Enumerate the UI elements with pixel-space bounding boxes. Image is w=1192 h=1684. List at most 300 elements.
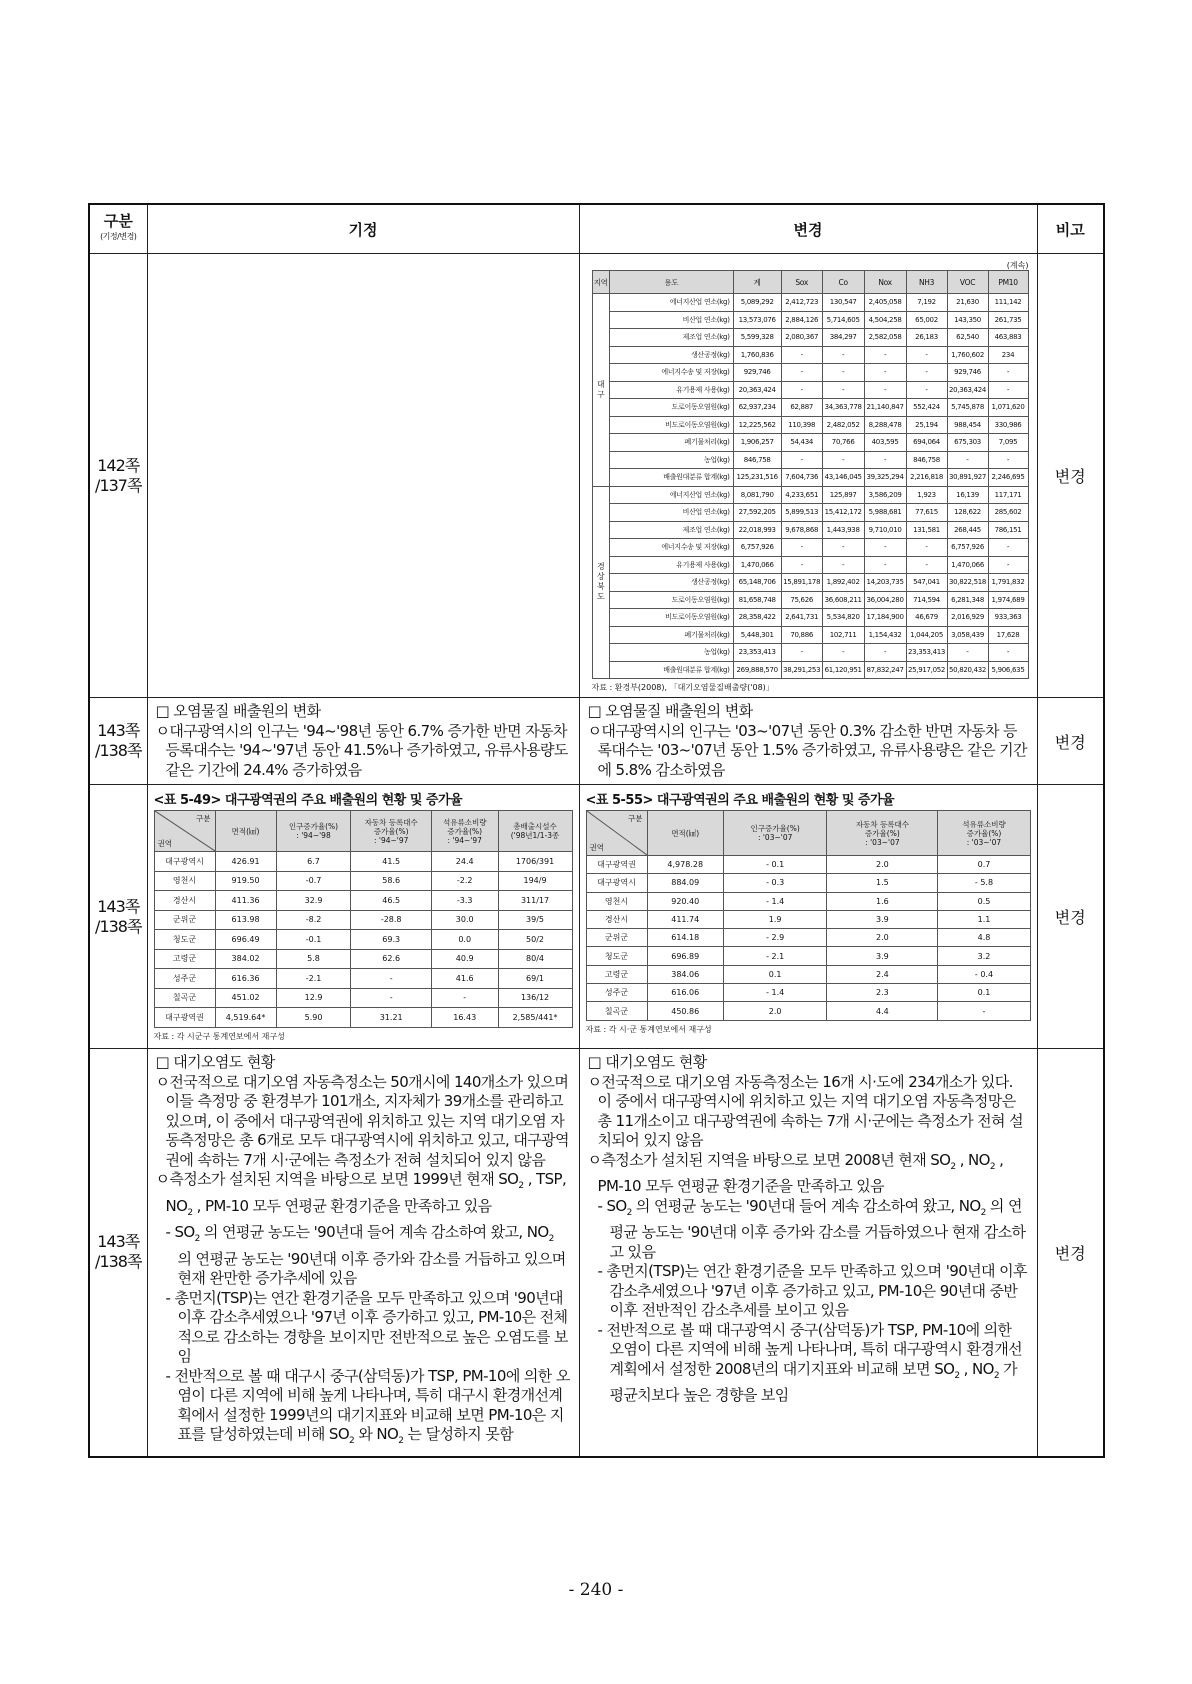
value-cell: 450.86 — [647, 1002, 723, 1020]
paragraph: - 전반적으로 볼 때 대구시 중구(삼덕동)가 TSP, PM-10에 의한 오염이 다른 지역에 비해 높게 나타나며, 특히 대구시 환경개선계획에서 설정한 1999년의 대기지표와 비교해 보면 PM-10은 지표를 달성하였는데 비해 $SO_2$ 와 $NO_2$ 는 달성하지 못함 — [165, 1366, 570, 1446]
value-cell: 988,454 — [947, 416, 988, 434]
value-cell: 15,412,172 — [822, 504, 864, 522]
table-row — [592, 521, 1028, 539]
value-cell: 2.0 — [827, 856, 938, 874]
column-header: 계 — [733, 271, 781, 294]
value-cell: 2,016,929 — [947, 609, 988, 627]
corner-header — [586, 811, 647, 856]
region-name: 영천시 — [586, 892, 647, 910]
value-cell: 69/1 — [498, 969, 572, 989]
use-cell: 비도로이동오염원(kg) — [609, 416, 733, 434]
value-cell: 27,592,205 — [733, 504, 781, 522]
value-cell: 2,080,367 — [781, 329, 822, 347]
page-ref-text: 143쪽 /138쪽 — [95, 721, 142, 760]
value-cell: 2,412,723 — [781, 294, 822, 312]
value-cell: 3,058,439 — [947, 626, 988, 644]
value-cell: 2,585/441* — [498, 1008, 572, 1028]
corner-top: 구분 — [196, 814, 211, 823]
use-cell: 유기용제 사용(kg) — [609, 381, 733, 399]
value-cell: 426.91 — [215, 852, 276, 872]
value-cell: - — [906, 346, 947, 364]
value-cell: 0.0 — [431, 930, 498, 950]
table-row — [592, 609, 1028, 627]
value-cell: 5,599,328 — [733, 329, 781, 347]
table-row — [592, 346, 1028, 364]
value-cell: 102,711 — [822, 626, 864, 644]
value-cell: 5,534,820 — [822, 609, 864, 627]
value-cell: 17,184,900 — [864, 609, 906, 627]
table-row — [586, 910, 1030, 928]
corner-bottom: 권역 — [589, 843, 604, 852]
value-cell: - — [822, 381, 864, 399]
value-cell: 6.7 — [276, 852, 351, 872]
region-name: 청도군 — [586, 947, 647, 965]
value-cell: 1,443,938 — [822, 521, 864, 539]
table-row — [586, 947, 1030, 965]
after-text — [579, 698, 1037, 785]
value-cell: 714,594 — [906, 591, 947, 609]
column-header: Co — [822, 271, 864, 294]
use-cell: 배출원대분류 합계(kg) — [609, 661, 733, 679]
value-cell: - — [822, 556, 864, 574]
value-cell: 696.49 — [215, 930, 276, 950]
value-cell: - — [906, 539, 947, 557]
value-cell: 4,519.64* — [215, 1008, 276, 1028]
value-cell: 884.09 — [647, 874, 723, 892]
table-row — [592, 329, 1028, 347]
use-cell: 농업(kg) — [609, 451, 733, 469]
value-cell: 2,641,731 — [781, 609, 822, 627]
paragraph: ㅇ측정소가 설치된 지역을 바탕으로 보면 2008년 현재 $SO_2$ , $NO_2$ , PM-10 모두 연평균 환경기준을 만족하고 있음 — [587, 1150, 1004, 1195]
value-cell: 30,891,927 — [947, 469, 988, 487]
paragraph: □ 오염물질 배출원의 변화 — [587, 702, 753, 720]
paragraph: - 총먼지(TSP)는 연간 환경기준을 모두 만족하고 있으며 '90년대 이후 감소추세였으나 '97년 이후 증가하고 있고, PM-10은 전체적으로 감소하는 경향을 보이지만 전반적으로 높은 오염도를 보임 — [165, 1288, 568, 1365]
row-air-quality — [89, 1049, 1104, 1457]
value-cell: 5,988,681 — [864, 504, 906, 522]
region-name: 대구광역권 — [154, 1008, 215, 1028]
value-cell: -0.7 — [276, 871, 351, 891]
before-growth-cell — [147, 785, 579, 1049]
column-header: 자동차 등록대수 증가율(%) : '03~'07 — [827, 811, 938, 856]
value-cell: 36,004,280 — [864, 591, 906, 609]
table-title: <표 5-55> 대구광역권의 주요 배출원의 현황 및 증가율 — [585, 793, 895, 808]
value-cell: 694,064 — [906, 434, 947, 452]
region-name: 고령군 — [586, 965, 647, 983]
use-cell: 제조업 연소(kg) — [609, 329, 733, 347]
value-cell: 696.89 — [647, 947, 723, 965]
value-cell: 23,353,413 — [906, 644, 947, 662]
value-cell: 2,884,126 — [781, 311, 822, 329]
value-cell: - — [822, 346, 864, 364]
value-cell: 311/17 — [498, 891, 572, 911]
value-cell: 30.0 — [431, 910, 498, 930]
value-cell: 1.6 — [827, 892, 938, 910]
value-cell: - — [781, 539, 822, 557]
value-cell: 110,398 — [781, 416, 822, 434]
value-cell: 23,353,413 — [733, 644, 781, 662]
value-cell: - 0.1 — [723, 856, 826, 874]
value-cell: 34,363,778 — [822, 399, 864, 417]
table-row — [586, 929, 1030, 947]
table-row — [592, 626, 1028, 644]
value-cell: - — [864, 381, 906, 399]
value-cell: - — [988, 539, 1028, 557]
growth-table-after — [586, 810, 1031, 1021]
region-name: 대구광역권 — [586, 856, 647, 874]
region-name: 경산시 — [154, 891, 215, 911]
column-header: 면적(㎢) — [647, 811, 723, 856]
table-row — [586, 965, 1030, 983]
page-ref — [89, 254, 147, 698]
header-gubun: 구분 (기정/변경) — [89, 204, 147, 254]
value-cell: 1706/391 — [498, 852, 572, 872]
value-cell: 846,758 — [733, 451, 781, 469]
column-header: 석유류소비량 증가율(%) : '03~'07 — [938, 811, 1030, 856]
use-cell: 배출원대분류 합계(kg) — [609, 469, 733, 487]
growth-table-before — [154, 810, 573, 1028]
column-header: 인구증가율(%) : '03~'07 — [723, 811, 826, 856]
value-cell: 3.9 — [827, 947, 938, 965]
value-cell: 261,735 — [988, 311, 1028, 329]
value-cell: 1,470,066 — [733, 556, 781, 574]
region-cell: 대 구 — [592, 294, 609, 487]
value-cell: 46,679 — [906, 609, 947, 627]
value-cell: 0.5 — [938, 892, 1030, 910]
column-header: NH3 — [906, 271, 947, 294]
value-cell: 77,615 — [906, 504, 947, 522]
page-number: - 240 - — [568, 1580, 624, 1600]
value-cell: - — [988, 364, 1028, 382]
value-cell: 20,363,424 — [733, 381, 781, 399]
table-row — [154, 930, 572, 950]
table-row — [586, 1002, 1030, 1020]
value-cell: -28.8 — [351, 910, 431, 930]
value-cell: 1,044,205 — [906, 626, 947, 644]
value-cell: -8.2 — [276, 910, 351, 930]
value-cell: 919.50 — [215, 871, 276, 891]
value-cell: 1,906,257 — [733, 434, 781, 452]
value-cell: - — [906, 364, 947, 382]
region-name: 군위군 — [154, 910, 215, 930]
value-cell: 46.5 — [351, 891, 431, 911]
paragraph: □ 대기오염도 현황 — [587, 1053, 707, 1071]
use-cell: 에너지수송 및 저장(kg) — [609, 539, 733, 557]
value-cell: 285,602 — [988, 504, 1028, 522]
value-cell: 16.43 — [431, 1008, 498, 1028]
value-cell: -2.1 — [276, 969, 351, 989]
use-cell: 에너지수송 및 저장(kg) — [609, 364, 733, 382]
region-name: 고령군 — [154, 949, 215, 969]
use-cell: 폐기물처리(kg) — [609, 626, 733, 644]
region-name: 칠곡군 — [154, 988, 215, 1008]
value-cell: - — [864, 539, 906, 557]
value-cell: 12,225,562 — [733, 416, 781, 434]
value-cell: 62.6 — [351, 949, 431, 969]
value-cell: 846,758 — [906, 451, 947, 469]
paragraph: - 전반적으로 볼 때 대구광역시 중구(삼덕동)가 TSP, PM-10에 의한 오염이 다른 지역에 비해 높게 나타나며, 특히 대구광역시 환경개선계획에서 설정한 2008년의 대기지표와 비교해 보면 $SO_2$ , $NO_2$ 가 평균치보다 높은 경향을 보임 — [597, 1320, 1023, 1404]
value-cell: 41.5 — [351, 852, 431, 872]
value-cell: 403,595 — [864, 434, 906, 452]
region-name: 경산시 — [586, 910, 647, 928]
value-cell: 3.2 — [938, 947, 1030, 965]
corner-header — [154, 811, 215, 852]
note-cell: 변경 — [1037, 1049, 1104, 1457]
value-cell: 38,291,253 — [781, 661, 822, 679]
value-cell: - — [988, 556, 1028, 574]
table-row — [586, 892, 1030, 910]
value-cell: - — [822, 644, 864, 662]
value-cell: 136/12 — [498, 988, 572, 1008]
table-row — [592, 661, 1028, 679]
value-cell: 30,822,518 — [947, 574, 988, 592]
header-row — [154, 811, 572, 852]
value-cell: 0.7 — [938, 856, 1030, 874]
table-row — [592, 364, 1028, 382]
value-cell: 269,888,570 — [733, 661, 781, 679]
table-row — [154, 1008, 572, 1028]
value-cell: 111,142 — [988, 294, 1028, 312]
table-row — [154, 891, 572, 911]
value-cell: - — [988, 381, 1028, 399]
value-cell: 2.4 — [827, 965, 938, 983]
value-cell: - — [822, 539, 864, 557]
table-source: 자료 : 각 시군구 통계연보에서 재구성 — [153, 1031, 285, 1041]
value-cell: 330,986 — [988, 416, 1028, 434]
value-cell: -0.1 — [276, 930, 351, 950]
paragraph: ㅇ전국적으로 대기오염 자동측정소는 50개시에 140개소가 있으며 이들 측정망 중 환경부가 101개소, 지자체가 39개소를 관리하고 있으며, 이 중에서 대구광역권에 위치하고 있는 지역 대기오염 자동측정망은 총 6개로 모두 대구광역시에 위치하고 있고, 대구광역권에 속하는 7개 시·군에는 측정소가 전혀 설치되어 있지 않음 — [155, 1072, 569, 1169]
value-cell: 16,139 — [947, 486, 988, 504]
column-header: PM10 — [988, 271, 1028, 294]
value-cell: -3.3 — [431, 891, 498, 911]
table-row — [154, 969, 572, 989]
value-cell: 1,154,432 — [864, 626, 906, 644]
value-cell: - — [351, 988, 431, 1008]
value-cell: 4,233,651 — [781, 486, 822, 504]
use-cell: 비도로이동오염원(kg) — [609, 609, 733, 627]
region-name: 청도군 — [154, 930, 215, 950]
value-cell: - 2.9 — [723, 929, 826, 947]
value-cell: 15,891,178 — [781, 574, 822, 592]
value-cell: 786,151 — [988, 521, 1028, 539]
value-cell: 7,192 — [906, 294, 947, 312]
region-name: 칠곡군 — [586, 1002, 647, 1020]
value-cell: 1.1 — [938, 910, 1030, 928]
paragraph: ㅇ대구광역시의 인구는 '94~'98년 동안 6.7% 증가한 반면 자동차 등록대수는 '94~'97년 동안 41.5%나 증가하였고, 유류사용량도 같은 기간에 24.4% 증가하였음 — [155, 721, 568, 779]
page-ref-text: 143쪽 /138쪽 — [95, 1232, 142, 1272]
value-cell: 5.8 — [276, 949, 351, 969]
column-header: 석유류소비량 증가율(%) : '94~'97 — [431, 811, 498, 852]
use-cell: 에너지산업 연소(kg) — [609, 486, 733, 504]
column-header: 총배출시설수 ('98년1/1-3종 — [498, 811, 572, 852]
value-cell: 2,582,058 — [864, 329, 906, 347]
value-cell: 4,978.28 — [647, 856, 723, 874]
value-cell: - — [864, 556, 906, 574]
value-cell: 6,757,926 — [947, 539, 988, 557]
value-cell: 39,325,294 — [864, 469, 906, 487]
value-cell: - — [947, 644, 988, 662]
value-cell: 14,203,735 — [864, 574, 906, 592]
value-cell: - — [938, 1002, 1030, 1020]
column-header: 면적(㎢) — [215, 811, 276, 852]
value-cell: 26,183 — [906, 329, 947, 347]
column-header: 자동차 등록대수 증가율(%) : '94~'97 — [351, 811, 431, 852]
emission-table-cell — [579, 254, 1037, 698]
table-row — [586, 856, 1030, 874]
value-cell: 50,820,432 — [947, 661, 988, 679]
value-cell: 4.8 — [938, 929, 1030, 947]
page-ref-text: 143쪽 /138쪽 — [95, 896, 142, 936]
value-cell: 933,363 — [988, 609, 1028, 627]
table-row — [592, 416, 1028, 434]
value-cell: 411.74 — [647, 910, 723, 928]
value-cell: 9,678,868 — [781, 521, 822, 539]
comparison-table — [88, 203, 1105, 1458]
corner-bottom: 권역 — [157, 839, 172, 848]
value-cell: 1.9 — [723, 910, 826, 928]
value-cell: - — [864, 364, 906, 382]
region-cell: 경 상 북 도 — [592, 486, 609, 679]
value-cell: 463,883 — [988, 329, 1028, 347]
value-cell: 616.06 — [647, 984, 723, 1002]
value-cell: 21,630 — [947, 294, 988, 312]
use-cell: 도로이동오염원(kg) — [609, 399, 733, 417]
use-cell: 제조업 연소(kg) — [609, 521, 733, 539]
value-cell: 2,246,695 — [988, 469, 1028, 487]
table-row — [592, 451, 1028, 469]
value-cell: - — [947, 451, 988, 469]
value-cell: 31.21 — [351, 1008, 431, 1028]
value-cell: 130,547 — [822, 294, 864, 312]
value-cell: -2.2 — [431, 871, 498, 891]
value-cell: 50/2 — [498, 930, 572, 950]
column-header: Sox — [781, 271, 822, 294]
row-growth-tables — [89, 785, 1104, 1049]
value-cell: - 1.4 — [723, 984, 826, 1002]
value-cell: 6,757,926 — [733, 539, 781, 557]
paragraph: □ 오염물질 배출원의 변화 — [155, 702, 321, 720]
value-cell: 0.1 — [938, 984, 1030, 1002]
value-cell: 920.40 — [647, 892, 723, 910]
value-cell: 117,171 — [988, 486, 1028, 504]
value-cell: 17,628 — [988, 626, 1028, 644]
column-header: 인구증가율(%) : '94~'98 — [276, 811, 351, 852]
value-cell: 62,937,234 — [733, 399, 781, 417]
value-cell: 5,906,635 — [988, 661, 1028, 679]
table-row — [592, 591, 1028, 609]
value-cell: 43,146,045 — [822, 469, 864, 487]
column-header: VOC — [947, 271, 988, 294]
value-cell: - — [864, 346, 906, 364]
value-cell: 1,760,836 — [733, 346, 781, 364]
value-cell: 5,899,513 — [781, 504, 822, 522]
value-cell: 2,482,052 — [822, 416, 864, 434]
value-cell: 3.9 — [827, 910, 938, 928]
value-cell: - — [906, 556, 947, 574]
value-cell: 8,081,790 — [733, 486, 781, 504]
table-row — [592, 399, 1028, 417]
column-header: Nox — [864, 271, 906, 294]
value-cell: 616.36 — [215, 969, 276, 989]
value-cell: - — [906, 381, 947, 399]
value-cell: 125,231,516 — [733, 469, 781, 487]
table-title: <표 5-49> 대구광역권의 주요 배출원의 현황 및 증가율 — [153, 793, 463, 808]
value-cell: 39/5 — [498, 910, 572, 930]
table-row — [592, 469, 1028, 487]
value-cell: 1,791,832 — [988, 574, 1028, 592]
value-cell: 25,194 — [906, 416, 947, 434]
value-cell: 4,504,258 — [864, 311, 906, 329]
before-text — [147, 1049, 579, 1457]
table-row — [592, 311, 1028, 329]
value-cell: 41.6 — [431, 969, 498, 989]
after-text — [579, 1049, 1037, 1457]
value-cell: 12.9 — [276, 988, 351, 1008]
paragraph: ㅇ전국적으로 대기오염 자동측정소는 16개 시·도에 234개소가 있다. 이 중에서 대구광역시에 위치하고 있는 지역 대기오염 자동측정망은 총 11개소이고 대구광역권에 속하는 7개 시·군에는 측정소가 전혀 설치되어 있지 않음 — [587, 1072, 1023, 1149]
column-header: 용도 — [609, 271, 733, 294]
value-cell: 5,089,292 — [733, 294, 781, 312]
region-name: 대구광역시 — [154, 852, 215, 872]
value-cell: 1.5 — [827, 874, 938, 892]
use-cell: 폐기물처리(kg) — [609, 434, 733, 452]
value-cell: 2,216,818 — [906, 469, 947, 487]
table-row — [592, 539, 1028, 557]
value-cell: 384.06 — [647, 965, 723, 983]
value-cell: 22,018,993 — [733, 521, 781, 539]
unit-label: (계속) — [1006, 261, 1029, 270]
table-row — [592, 434, 1028, 452]
value-cell: 58.6 — [351, 871, 431, 891]
table-row — [592, 574, 1028, 592]
value-cell: 1,892,402 — [822, 574, 864, 592]
value-cell: 5,448,301 — [733, 626, 781, 644]
value-cell: - 2.1 — [723, 947, 826, 965]
value-cell: - — [781, 364, 822, 382]
value-cell: 1,760,602 — [947, 346, 988, 364]
table-row — [154, 949, 572, 969]
value-cell: 65,148,706 — [733, 574, 781, 592]
use-cell: 유기용제 사용(kg) — [609, 556, 733, 574]
use-cell: 생산공정(kg) — [609, 346, 733, 364]
region-name: 성주군 — [586, 984, 647, 1002]
value-cell: 81,658,748 — [733, 591, 781, 609]
value-cell: 0.1 — [723, 965, 826, 983]
value-cell: 613.98 — [215, 910, 276, 930]
table-row — [154, 871, 572, 891]
table-row — [592, 556, 1028, 574]
emission-source: 자료 : 환경부(2008), 「대기오염물질배출량('08)」 — [591, 683, 774, 692]
paragraph: - $SO_2$ 의 연평균 농도는 '90년대 들어 계속 감소하여 왔고, $NO_2$ 의 연평균 농도는 '90년대 이후 증가와 감소를 거듭하고 있으며 현재 완만한 증가추세에 있음 — [165, 1223, 566, 1287]
value-cell: 1,470,066 — [947, 556, 988, 574]
table-row — [586, 984, 1030, 1002]
use-cell: 농업(kg) — [609, 644, 733, 662]
value-cell: 131,581 — [906, 521, 947, 539]
after-growth-cell — [579, 785, 1037, 1049]
value-cell: 384.02 — [215, 949, 276, 969]
table-row — [592, 381, 1028, 399]
value-cell: - 5.8 — [938, 874, 1030, 892]
value-cell: 2.0 — [827, 929, 938, 947]
table-row — [592, 486, 1028, 504]
header-before: 기정 — [147, 204, 579, 254]
value-cell: 6,281,348 — [947, 591, 988, 609]
value-cell: - — [431, 988, 498, 1008]
value-cell: 62,887 — [781, 399, 822, 417]
region-name: 대구광역시 — [586, 874, 647, 892]
value-cell: 80/4 — [498, 949, 572, 969]
value-cell: 552,424 — [906, 399, 947, 417]
page-ref — [89, 1049, 147, 1457]
page-ref-text: 142쪽 /137쪽 — [95, 455, 142, 495]
